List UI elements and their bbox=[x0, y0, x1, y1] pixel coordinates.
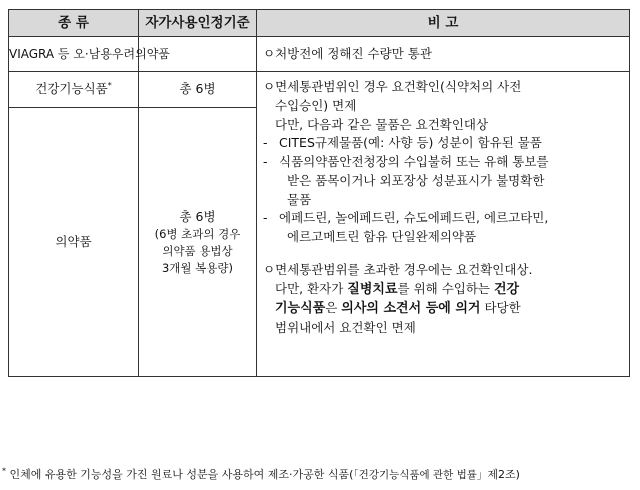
header-remarks: 비 고 bbox=[257, 10, 630, 37]
header-type: 종 류 bbox=[9, 10, 139, 37]
row-viagra bbox=[9, 37, 630, 72]
footnote-tail: 제2조) bbox=[487, 468, 520, 481]
viagra-type: VIAGRA 등 오·남용우려의약품 bbox=[9, 37, 139, 72]
remark-p1-line2: 수입승인) 면제 bbox=[275, 97, 357, 113]
header-row bbox=[9, 10, 630, 37]
drug-standard-note-3: 3개월 복용량) bbox=[161, 260, 233, 275]
shared-remarks-cell bbox=[257, 72, 630, 377]
header-standard: 자가사용인정기준 bbox=[139, 10, 257, 37]
health-food-type: 건강기능식품* bbox=[9, 72, 139, 108]
remark-p1-line1: ㅇ면세통관범위인 경우 요건확인(식약처의 사전 bbox=[263, 79, 522, 94]
remark-item-mfds-line2: 받은 품목이거나 외포장상 성분표시가 불명확한 bbox=[287, 172, 545, 188]
drug-standard-note-2: 의약품 용법상 bbox=[162, 244, 233, 259]
footnote bbox=[2, 466, 520, 482]
health-food-footnote-mark: * bbox=[107, 81, 112, 91]
viagra-remark: ㅇ처방전에 정해진 수량만 통관 bbox=[257, 37, 630, 72]
footnote-mark: * bbox=[2, 466, 6, 476]
remark-p1-line3: 다만, 다음과 같은 물품은 요건확인대상 bbox=[275, 116, 489, 132]
row-health-food bbox=[9, 72, 630, 108]
drug-standard bbox=[139, 108, 257, 377]
remark-p2-line2: 다만, 환자가 질병치료를 위해 수입하는 건강 bbox=[275, 280, 520, 297]
dash-marker: - bbox=[263, 154, 268, 169]
remark-p2-line1: ㅇ면세통관범위를 초과한 경우에는 요건확인대상. bbox=[263, 261, 533, 277]
remark-item-mfds: - 식품의약품안전청장의 수입불허 또는 유해 통보를 bbox=[263, 153, 625, 172]
footnote-text: 인체에 유용한 기능성을 가진 원료나 성분을 사용하여 제조·가공한 식품( bbox=[9, 468, 354, 481]
remark-item-ephedrine-line2: 에르고메트린 함유 단일완제의약품 bbox=[287, 229, 477, 244]
dash-marker: - bbox=[263, 210, 268, 226]
drug-standard-note-1: (6병 초과의 경우 bbox=[154, 227, 241, 242]
drug-standard-main: 총 6병 bbox=[179, 208, 216, 224]
footnote-law-ref: 「건강기능식품에 관한 법률」 bbox=[353, 469, 488, 481]
remark-p2-line3: 기능식품은 의사의 소견서 등에 의거 타당한 bbox=[275, 300, 521, 316]
drug-type: 의약품 bbox=[9, 108, 139, 377]
dash-marker: - bbox=[263, 135, 268, 151]
health-food-standard: 총 6병 bbox=[139, 72, 257, 108]
remark-p2-line4: 범위내에서 요건확인 면제 bbox=[275, 319, 416, 335]
remark-item-mfds-line3: 물품 bbox=[287, 191, 312, 207]
remark-item-cites: - CITES규제물품(예: 사향 등) 성분이 함유된 물품 bbox=[263, 134, 625, 153]
import-standards-table bbox=[8, 9, 630, 377]
remark-item-ephedrine: - 에페드린, 놀에페드린, 슈도에페드린, 에르고타민, bbox=[263, 209, 625, 228]
